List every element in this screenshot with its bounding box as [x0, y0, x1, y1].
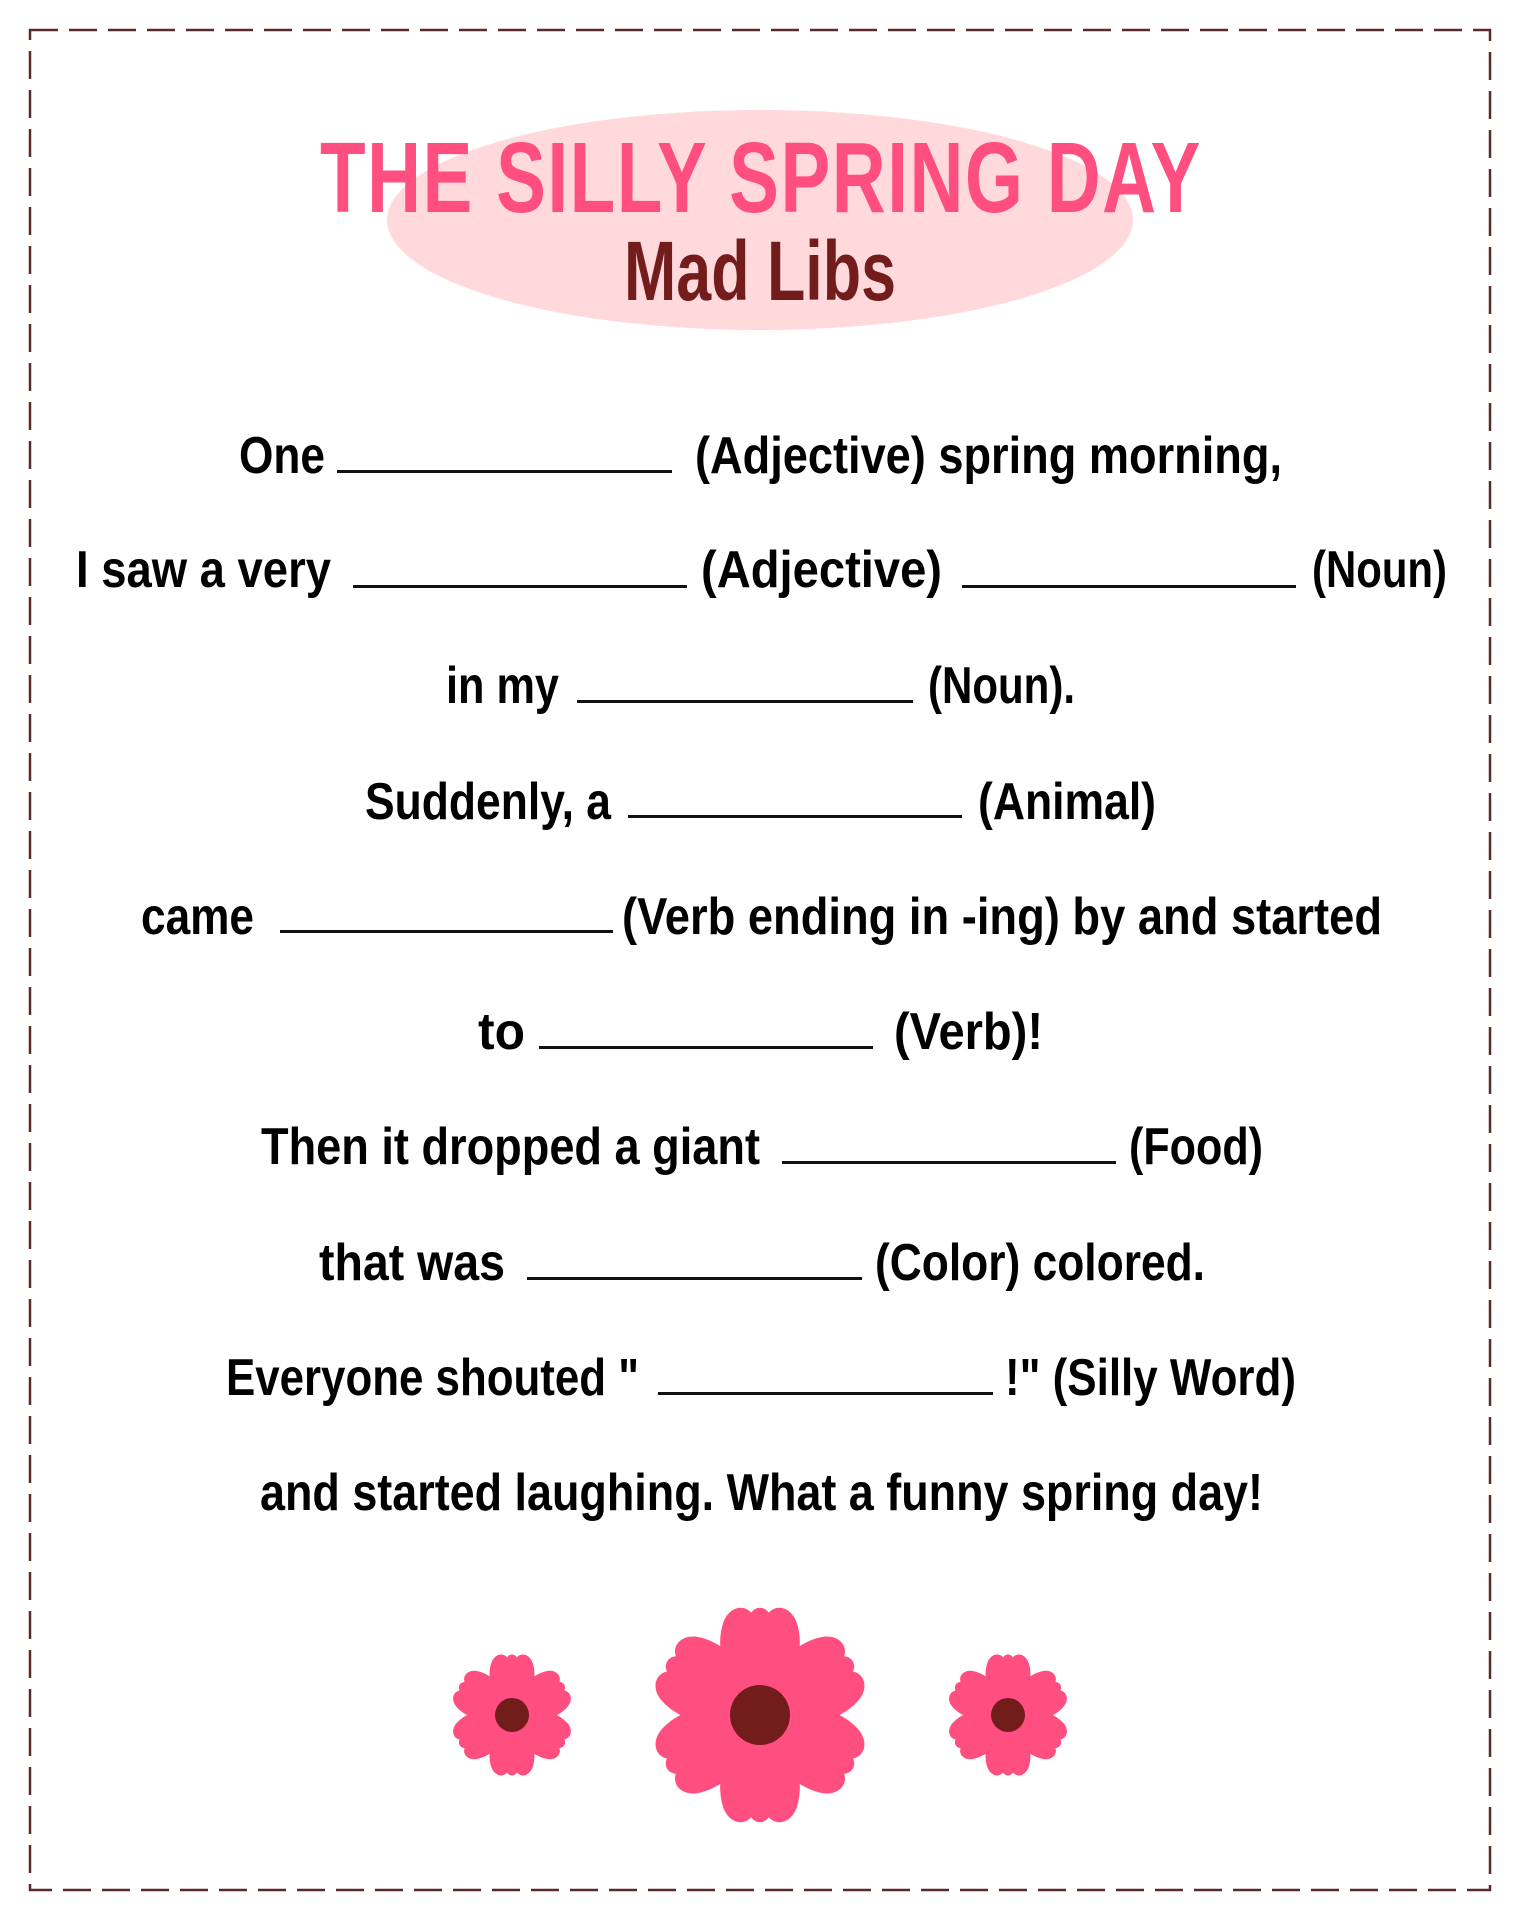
story-text: (Verb ending in -ing) by and started — [622, 888, 1382, 946]
story-text: One — [239, 427, 325, 485]
story-text: Everyone shouted " — [226, 1349, 639, 1407]
story-text: (Verb)! — [894, 1003, 1043, 1061]
story-text: in my — [446, 657, 559, 715]
story-text: (Food) — [1129, 1118, 1263, 1176]
story-text: I saw a very — [76, 541, 331, 599]
story-text: and started laughing. What a funny spring day! — [260, 1464, 1263, 1522]
story-text: Then it dropped a giant — [261, 1118, 760, 1176]
story-text: (Noun) — [1312, 541, 1447, 599]
story-text: Suddenly, a — [365, 773, 611, 831]
flower-small-right-icon — [944, 1655, 1071, 1776]
worksheet-title: THE SILLY SPRING DAY — [320, 122, 1202, 234]
story-text: came — [141, 888, 254, 946]
story-text: to — [478, 1003, 525, 1061]
worksheet-subtitle: Mad Libs — [624, 224, 896, 318]
story-text: (Adjective) spring morning, — [695, 427, 1282, 485]
story-text: !" (Silly Word) — [1005, 1349, 1296, 1407]
story-text: that was — [319, 1234, 505, 1292]
story-text: (Color) colored. — [875, 1234, 1205, 1292]
flower-small-left-icon — [448, 1655, 575, 1776]
story-text: (Adjective) — [701, 541, 942, 599]
story-text: (Noun). — [928, 657, 1075, 715]
flower-large-center-icon — [647, 1608, 873, 1823]
story-text: (Animal) — [978, 773, 1156, 831]
